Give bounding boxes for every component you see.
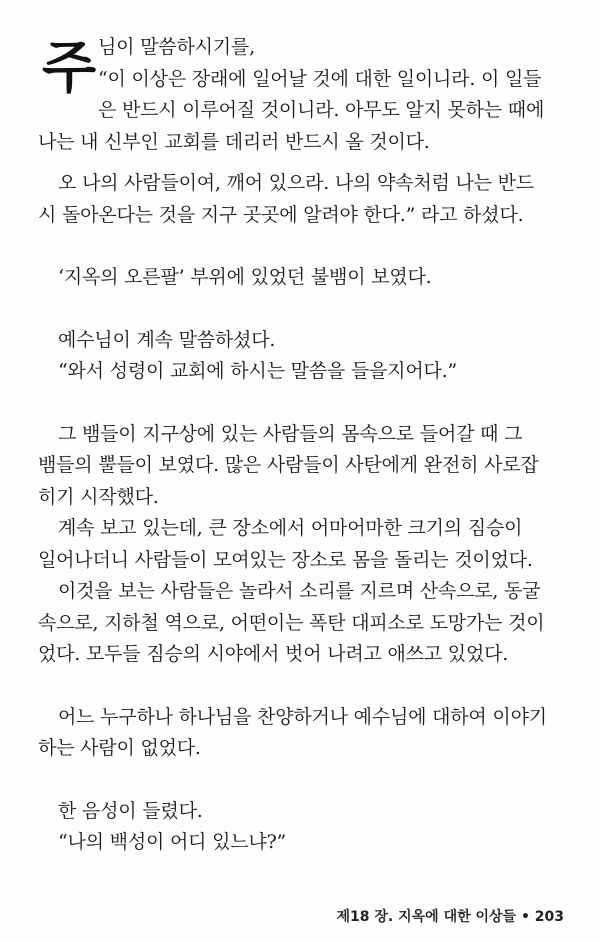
text-line: 나는 내 신부인 교회를 데리러 반드시 올 것이다. [38,130,430,153]
page-footer: 제18 장. 지옥에 대한 이상들 • 203 [336,909,564,925]
text-line: 어느 누구하나 하나님을 찬양하거나 예수님에 대하여 이야기 [58,705,547,728]
text-line: 님이 말씀하시기를, [98,36,255,58]
paragraph [38,796,568,859]
page-body [38,32,568,912]
paragraph [38,325,568,388]
text-line: 한 음성이 들렸다. [58,799,203,822]
text-line: “나의 백성이 어디 있느냐?” [58,831,287,853]
paragraph [38,513,568,576]
paragraph [38,702,568,765]
paragraph [38,576,568,671]
text-line: 일어나더니 사람들이 모여있는 장소로 몸을 돌리는 것이었다. [38,548,533,571]
text-line: 오 나의 사람들이여, 깨어 있으라. 나의 약속처럼 나는 반드 [58,172,534,194]
paragraph [38,262,568,294]
text-line: 계속 보고 있는데, 큰 장소에서 어마어마한 크기의 짐승이 [58,517,523,539]
text-line: ‘지옥의 오른팔’ 부위에 있었던 불뱀이 보였다. [58,266,432,288]
drop-cap: 주 [42,36,97,101]
paragraph [38,419,568,514]
text-line: 이것을 보는 사람들은 놀라서 소리를 지르며 산속으로, 동굴 [58,580,541,602]
text-line: “와서 성령이 교회에 하시는 말씀을 들을지어다.” [58,360,457,382]
text-line: 었다. 모두들 짐승의 시야에서 벗어 나려고 애쓰고 있었다. [38,643,509,665]
text-line: 속으로, 지하철 역으로, 어떤이는 폭탄 대피소로 도망가는 것이 [38,611,545,634]
text-line: 히기 시작했다. [38,485,159,508]
text-line: “이 이상은 장래에 일어날 것에 대한 일이니라. 이 일들 [98,67,542,90]
text-line: 그 뱀들이 지구상에 있는 사람들의 몸속으로 들어갈 때 그 [58,422,523,445]
paragraph [38,168,568,231]
text-line: 예수님이 계속 말씀하셨다. [58,328,276,351]
text-line: 시 돌아온다는 것을 지구 곳곳에 알려야 한다.” 라고 하셨다. [38,203,524,226]
text-line: 은 반드시 이루어질 것이니라. 아무도 알지 못하는 때에 [98,99,545,121]
text-line: 뱀들의 뿔들이 보였다. 많은 사람들이 사탄에게 완전히 사로잡 [38,454,539,476]
intro-paragraph [38,32,568,168]
text-line: 하는 사람이 없었다. [38,737,201,759]
